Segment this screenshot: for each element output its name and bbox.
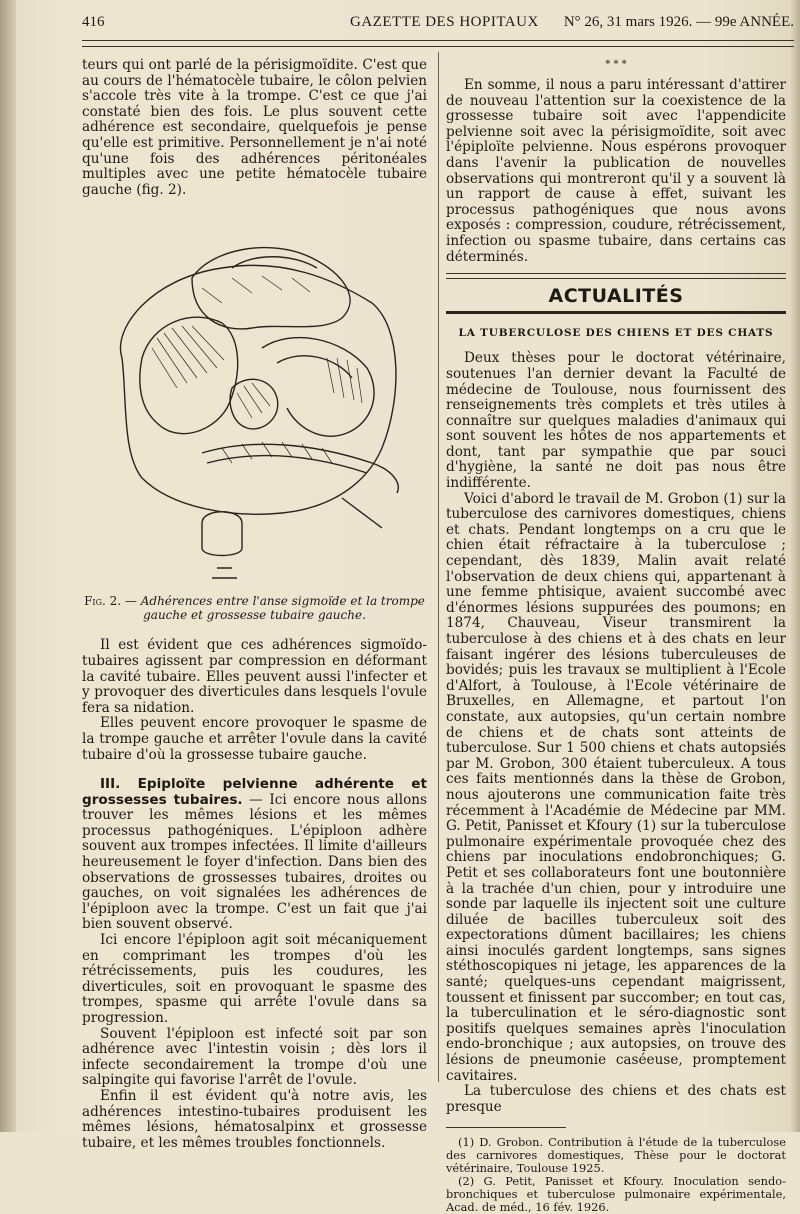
issue-info: N° 26, 31 mars 1926. — 99e ANNÉE.: [563, 14, 794, 30]
figure-2: [82, 208, 427, 588]
paragraph: En somme, il nous a paru intéressant d'attirer de nouveau l'attention sur la coexistence de la grossesse tubaire soit avec l'appendicite pelvienne soit avec la périsigmoïdite, soit avec l'épiploïte pelvienne. Nous espérons provoquer dans l'avenir la publication de nouvelles observations qui montreront qu'il y a souvent là un rapport de cause à effet, suivant les processus pathogéniques que nous avons exposés : compression, coudure, rétrécissement, infection ou spasme tubaire, dans certains cas déterminés.: [446, 77, 786, 265]
header-rule: [82, 40, 794, 47]
double-rule: [446, 273, 786, 279]
section-heading: ACTUALITÉS: [548, 285, 684, 308]
section-separator: * * *: [605, 59, 627, 70]
figure-caption: [82, 594, 427, 622]
anatomical-illustration: [82, 208, 427, 588]
footnote: (2) G. Petit, Panisset et Kfoury. Inoculation sendo-bronchiques et tuberculose pulmonaire expérimentale, Acad. de méd., 16 fév. 1926.: [446, 1174, 786, 1214]
journal-title: GAZETTE DES HOPITAUX: [350, 14, 539, 30]
left-column: [82, 58, 427, 1151]
column-divider: [438, 52, 439, 1082]
section-title: III. Epiploïte pelvienne adhérente et grossesses tubaires.: [82, 776, 427, 808]
paragraph: Deux thèses pour le doctorat vétérinaire, soutenues l'an dernier devant la Faculté de médecine de Toulouse, nous fournissent des renseignements très complets et très utiles à connaître sur quelques maladies d'animaux qui sont souvent les hôtes de nos appartements et dont, tant par sympathie que par souci d'hygiène, la santé ne doit pas nous être indifférente.: [446, 350, 786, 492]
paragraph: Il est évident que ces adhérences sigmoïdo-tubaires agissent par compression en déformant la cavité tubaire. Elles peuvent aussi l'infecter et y provoquer des diverticules dans lesquels l'ovule fera sa nidation.: [82, 637, 427, 716]
paragraph: La tuberculose des chiens et des chats est presque: [446, 1083, 786, 1115]
footnote: (1) D. Grobon. Contribution à l'étude de la tuberculose des carnivores domestiques, Thèse pour le doctorat vétérinaire, Toulouse 1925.: [446, 1135, 786, 1176]
paragraph: Enfin il est évident qu'à notre avis, les adhérences intestino-tubaires produisent les mêmes lésions, hématosalpinx et grossesse tubaire, et les mêmes troubles fonctionnels.: [82, 1087, 427, 1151]
heading-rule: [446, 311, 786, 314]
section-text: — Ici encore nous allons trouver les mêmes lésions et les mêmes processus pathogéniques. L'épiploon adhère souvent aux trompes infectées. Il limite d'ailleurs heureusement le foyer d'infection. Dans bien des observations de grossesses tubaires, droites ou gauches, on voit signalées les adhérences de l'épiploon avec la trompe. C'est un fait que j'ai bien souvent observé.: [82, 791, 427, 933]
paragraph: Souvent l'épiploon est infecté soit par son adhérence avec l'intestin voisin ; dès lors il infecte secondairement la trompe d'où une salpingite qui favorise l'arrêt de l'ovule.: [82, 1025, 427, 1089]
figure-caption-text: Adhérences entre l'anse sigmoïde et la trompe gauche et grossesse tubaire gauche.: [140, 594, 425, 623]
right-column: [446, 58, 786, 1214]
section-paragraph: [82, 777, 427, 933]
paragraph: teurs qui ont parlé de la périsigmoïdite. C'est que au cours de l'hématocèle tubaire, le côlon pelvien s'accole très vite à la trompe. C'est ce que j'ai constaté bien des fois. Le plus souvent cette adhérence est secondaire, quelquefois je pense qu'elle est primitive. Personnellement je n'ai noté qu'une fois des adhérences péritonéales multiples avec une petite hématocèle tubaire gauche (fig. 2).: [82, 57, 427, 198]
paragraph: Elles peuvent encore provoquer le spasme de la trompe gauche et arrêter l'ovule dans la cavité tubaire d'où la grossesse tubaire gauche.: [82, 715, 427, 763]
figure-label: Fig. 2. —: [84, 594, 137, 609]
binding-edge: [0, 0, 16, 1132]
paragraph: Ici encore l'épiploon agit soit mécaniquement en comprimant les trompes d'où les rétrécissements, puis les coudures, les diverticules, soit en provoquant le spasme des trompes, spasme qui arrête l'ovule dans sa progression.: [82, 932, 427, 1026]
running-header: [82, 14, 794, 36]
page-number: 416: [82, 14, 105, 30]
footnote-rule: [446, 1127, 566, 1128]
article-subheading: LA TUBERCULOSE DES CHIENS ET DES CHATS: [458, 326, 774, 339]
paragraph: Voici d'abord le travail de M. Grobon (1) sur la tuberculose des carnivores domestiques, chiens et chats. Pendant longtemps on a cru que le chien était réfractaire à la tuberculose ; cependant, dès 1839, Malin avait relaté l'observation de deux chiens qui, appartenant à une femme phtisique, avaient succombé avec d'énormes lésions suppurées des poumons; en 1874, Chauveau, Viseur transmirent la tuberculose à des chiens et à des chats en leur faisant ingérer des lésions tuberculeuses de bovidés; puis les travaux se multiplient à l'Ecole d'Alfort, à Toulouse, à l'Ecole vétérinaire de Bruxelles, en Allemagne, et partout l'on constate, aux autopsies, qu'un certain nombre de chiens et de chats sont atteints de tuberculose. Sur 1 500 chiens et chats autopsiés par M. Grobon, 300 étaient tuberculeux. A tous ces faits mentionnés dans la thèse de Grobon, nous ajouterons une communication faite très récemment à l'Académie de Médecine par MM. G. Petit, Panisset et Kfoury (1) sur la tuberculose pulmonaire expérimentale provoquée chez des chiens par inoculations endobronchiques; G. Petit et ses collaborateurs font une boutonnière à la trachée d'un chien, pour y introduire une sonde par laquelle ils injectent soit une culture diluée de bacilles tuberculeux soit des expectorations dûment bacillaires; les chiens ainsi inoculés gardent longtemps, sans signes stéthoscopiques ni jetage, les apparences de la santé; quelques-uns cependant maigrissent, toussent et finissent par succomber; en tout cas, la tuberculination et le séro-diagnostic sont positifs quelques semaines après l'inoculation endo-bronchique ; aux autopsies, on trouve des lésions de pneumonie caséeuse, promptement cavitaires.: [446, 490, 786, 1084]
